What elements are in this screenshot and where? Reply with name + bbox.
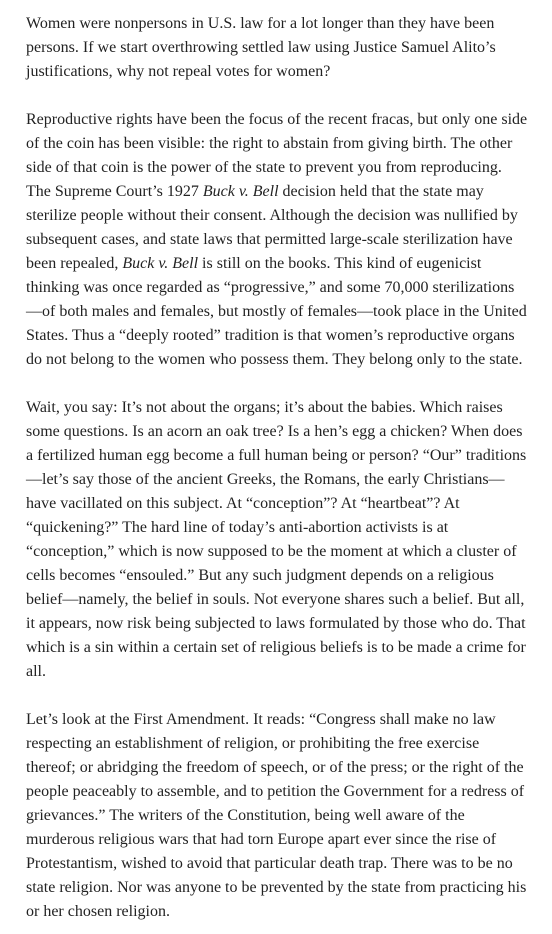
case-citation-buck-v-bell: Buck v. Bell xyxy=(202,183,279,200)
paragraph-4: Let’s look at the First Amendment. It reads: “Congress shall make no law respecting an establishment of religion, or prohibiting the free exercise thereof; or abridging the freedom of speech, or of the press; or the right of the people peaceably to assemble, and to petition the Government for a redress of grievances.” The writers of the Constitution, being well aware of the murderous religious wars that had torn Europe apart ever since the rise of Protestantism, wished to avoid that particular death trap. There was to be no state religion. Nor was anyone to be prevented by the state from practicing his or her chosen religion. xyxy=(26,711,527,920)
paragraph-2-text-b: decision held that the state may sterilize people without their consent. Although the decision was nullified by subsequent cases, and state laws that permitted large-scale sterilization have been repealed, xyxy=(26,183,518,272)
paragraph-2-text-c: is still on the books. This kind of eugenicist thinking was once regarded as “progressive,” and some 70,000 sterilizations—of both males and females, but mostly of females—took place in the United States. Thus a “deeply rooted” tradition is that women’s reproductive organs do not belong to the women who possess them. They belong only to the state. xyxy=(26,255,527,368)
paragraph-3: Wait, you say: It’s not about the organs; it’s about the babies. Which raises some questions. Is an acorn an oak tree? Is a hen’s egg a chicken? When does a fertilized human egg become a full human being or person? “Our” traditions—let’s say those of the ancient Greeks, the Romans, the early Christians—have vacillated on this subject. At “conception”? At “heartbeat”? At “quickening?” The hard line of today’s anti-abortion activists is at “conception,” which is now supposed to be the moment at which a cluster of cells becomes “ensouled.” But any such judgment depends on a religious belief—namely, the belief in souls. Not everyone shares such a belief. But all, it appears, now risk being subjected to laws formulated by those who do. That which is a sin within a certain set of religious beliefs is to be made a crime for all. xyxy=(26,399,527,680)
paragraph-1: Women were nonpersons in U.S. law for a lot longer than they have been persons. If we start overthrowing settled law using Justice Samuel Alito’s justifications, why not repeal votes for women? xyxy=(26,15,496,80)
paragraph-2-text-a: Reproductive rights have been the focus of the recent fracas, but only one side of the coin has been visible: the right to abstain from giving birth. The other side of that coin is the power of the state to prevent you from reproducing. The Supreme Court’s 1927 xyxy=(26,111,528,200)
paragraph-2 xyxy=(26,108,528,372)
case-citation-buck-v-bell-2: Buck v. Bell xyxy=(122,255,199,272)
